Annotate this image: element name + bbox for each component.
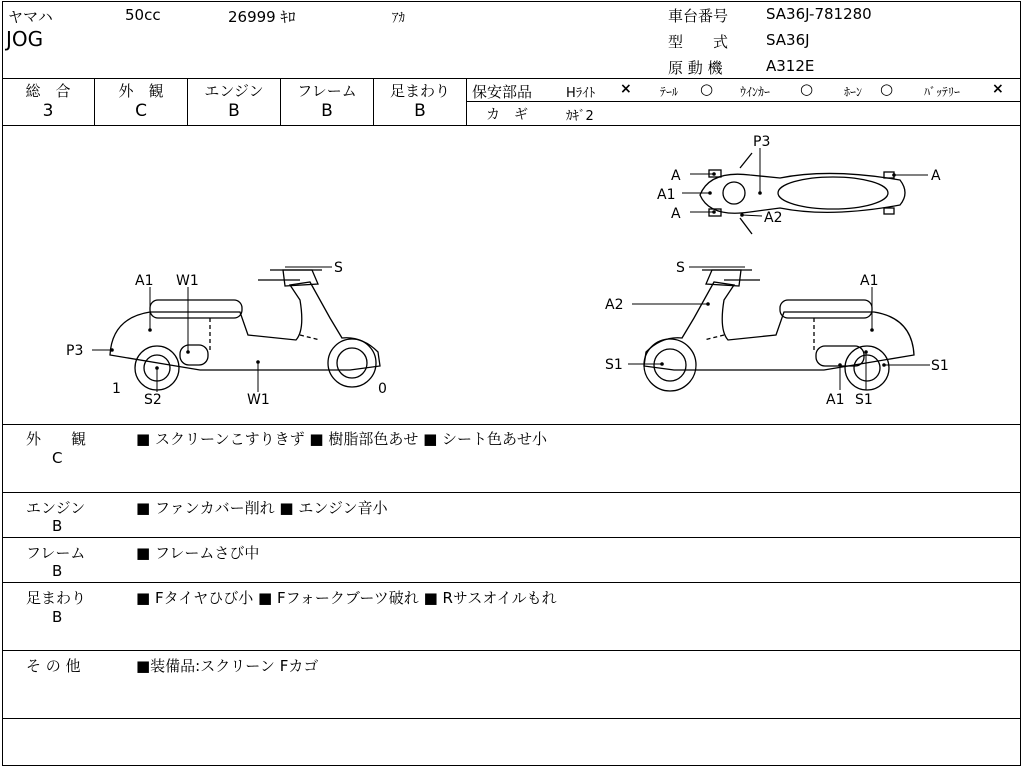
label-A-ul: A xyxy=(671,168,681,184)
grade-label-overall: 総 合 xyxy=(25,82,71,100)
frame-no: SA36J-781280 xyxy=(766,5,872,23)
grade-value-suspension: B xyxy=(414,101,426,121)
safety-mark-battery: × xyxy=(992,81,1004,97)
label-S-right: S xyxy=(676,260,685,276)
label-S-left: S xyxy=(334,260,343,276)
label-1: 1 xyxy=(112,381,121,397)
grade-label-appearance: 外 観 xyxy=(118,82,164,100)
label-S1-left: S1 xyxy=(605,357,623,373)
label-A-r: A xyxy=(931,168,941,184)
label-P3-top: P3 xyxy=(753,134,771,150)
safety-item-horn: ﾎｰﾝ xyxy=(844,85,863,99)
label-W1-bottom: W1 xyxy=(247,392,270,408)
label-A2-right: A2 xyxy=(605,297,624,313)
label-S2: S2 xyxy=(144,392,162,408)
label-0: 0 xyxy=(378,381,387,397)
label-A-ll: A xyxy=(671,206,681,222)
label-S1-right: S1 xyxy=(931,358,949,374)
remark-label: そ の 他 xyxy=(26,657,81,675)
label-A1-left: A1 xyxy=(135,273,154,289)
type-label: 型 式 xyxy=(668,33,729,51)
remark-label: フレーム xyxy=(26,544,86,562)
remark-grade: B xyxy=(52,562,63,580)
label-A1-top: A1 xyxy=(657,187,676,203)
safety-label: 保安部品 xyxy=(472,83,533,101)
safety-item-tail: ﾃｰﾙ xyxy=(660,85,679,99)
safety-mark-tail: ○ xyxy=(700,80,714,98)
remark-text: ■ Fタイヤひび小 ■ Fフォークブーツ破れ ■ Rサスオイルもれ xyxy=(136,589,557,607)
remark-label: 足まわり xyxy=(26,589,87,607)
safety-item-headlight: Hﾗｲﾄ xyxy=(566,86,596,101)
safety-mark-horn: ○ xyxy=(880,80,894,98)
remark-text: ■装備品:スクリーン Fカゴ xyxy=(136,657,319,675)
remark-text: ■ ファンカバー削れ ■ エンジン音小 xyxy=(136,499,388,517)
label-P3-left: P3 xyxy=(66,343,84,359)
frame-no-label: 車台番号 xyxy=(668,7,729,25)
safety-item-battery: ﾊﾞｯﾃﾘｰ xyxy=(924,85,961,99)
label-A1-right-top: A1 xyxy=(860,273,879,289)
grade-value-overall: 3 xyxy=(42,101,54,121)
remark-grade: B xyxy=(52,517,63,535)
mileage: 26999 ｷﾛ xyxy=(228,8,296,26)
label-S1-bottom: S1 xyxy=(855,392,873,408)
grade-value-frame: B xyxy=(321,101,333,121)
label-A2-top: A2 xyxy=(764,210,783,226)
scooter-damage-diagram xyxy=(0,126,1024,424)
type-value: SA36J xyxy=(766,31,810,49)
safety-item-winker: ｳｲﾝｶｰ xyxy=(740,85,771,99)
grade-label-engine: エンジン xyxy=(204,82,264,100)
key-label: カ ギ xyxy=(486,107,528,123)
grade-label-frame: フレーム xyxy=(297,82,357,100)
color: ｱｶ xyxy=(392,11,405,26)
safety-mark-winker: ○ xyxy=(800,80,814,98)
scooter-top-view xyxy=(700,153,905,234)
remark-label: エンジン xyxy=(26,499,86,517)
model-name: JOG xyxy=(6,27,44,51)
label-W1-top: W1 xyxy=(176,273,199,289)
remark-text: ■ スクリーンこすりきず ■ 樹脂部色あせ ■ シート色あせ小 xyxy=(136,430,548,448)
displacement: 50cc xyxy=(125,6,161,24)
label-A1-bottom: A1 xyxy=(826,392,845,408)
safety-mark-headlight: × xyxy=(620,81,632,97)
remark-grade: B xyxy=(52,608,63,626)
key-value: ｶｷﾞ2 xyxy=(566,109,594,124)
engine-label: 原 動 機 xyxy=(668,59,723,77)
remark-label: 外 観 xyxy=(26,430,87,448)
engine-value: A312E xyxy=(766,57,815,75)
grade-label-suspension: 足まわり xyxy=(389,82,450,100)
remark-text: ■ フレームさび中 xyxy=(136,544,260,562)
grade-value-appearance: C xyxy=(135,101,147,121)
maker: ヤマハ xyxy=(8,8,53,26)
remark-grade: C xyxy=(52,449,63,467)
grade-value-engine: B xyxy=(228,101,240,121)
